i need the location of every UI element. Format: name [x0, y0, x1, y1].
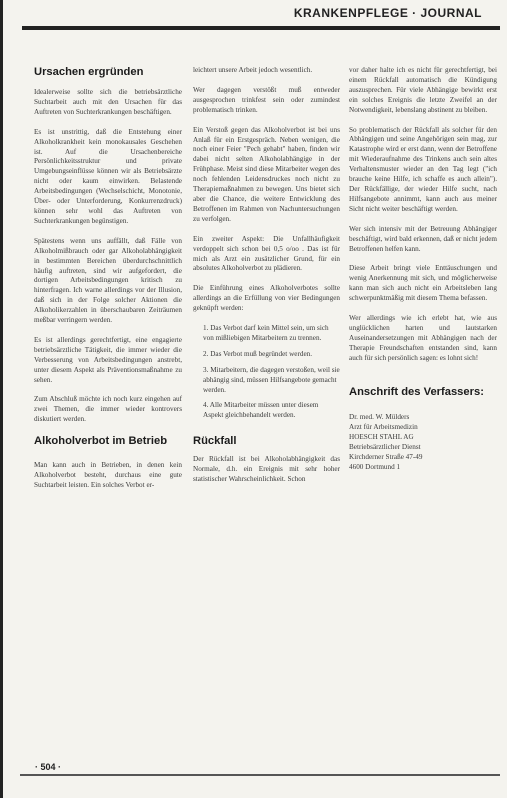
- left-margin-rule: [0, 0, 3, 798]
- heading-rueckfall: Rückfall: [193, 435, 237, 448]
- paragraph: So problematisch der Rückfall als solcher für den Abhängigen und seine Angehörigen sein mag, zur Katastrophe wird er erst dann, wenn der Betroffene mit Wiederaufnahme des Trinkens auch sein altes Verhaltensmuster wieder an den Tag legt ("ich brauche keine Hilfe, ich schaffe es auch allein"). Der Rückfällige, der wieder Hilfe sucht, nach Hilfsangebote annimmt, kann auch aus meiner Sicht nicht weiter beschäftigt werden.: [349, 125, 497, 213]
- paragraph: Die Einführung eines Alkoholverbotes sollte allerdings an die Erfüllung von vier Bedingungen geknüpft werden:: [193, 284, 340, 313]
- paragraph: Es ist unstrittig, daß die Entstehung einer Alkoholkrankheit kein monokausales Geschehen ist. Auf die Ursachenbereiche Persönlichkeitsstruktur und private Umgebungseinflüsse können wir als Betriebsärzte nicht oder kaum einwirken. Belastende Arbeitsbedingungen (Wechselschicht, Monotonie, Über- oder Unterforderung, Konkurrenzdruck) können sehr wohl das Auftreten von Suchterkrankungen begünstigen.: [34, 127, 182, 225]
- paragraph: Zum Abschluß möchte ich noch kurz eingehen auf zwei Themen, die immer wieder kontrovers diskutiert werden.: [34, 395, 182, 424]
- running-header: [22, 2, 500, 30]
- paragraph: Idealerweise sollte sich die betriebsärztliche Suchtarbeit auch mit den Ursachen für das Auftreten von Suchterkrankungen beschäftigen.: [34, 88, 182, 116]
- list-item: 1. Das Verbot darf kein Mittel sein, um sich von mißliebigen Mitarbeitern zu trennen.: [203, 324, 329, 342]
- paragraph: Wer sich intensiv mit der Betreuung Abhängiger beschäftigt, wird bald erkennen, daß er nicht jedem Betroffenen helfen kann.: [349, 224, 497, 253]
- address-line: HOESCH STAHL AG: [349, 432, 414, 441]
- heading-anschrift: Anschrift des Verfassers:: [349, 385, 484, 398]
- paragraph: Ein zweiter Aspekt: Die Unfallhäufigkeit verdoppelt sich schon bei 0,5 o/oo . Das ist für mich als Arzt ein zusätzlicher Grund, für ein absolutes Alkoholverbot zu plädieren.: [193, 234, 340, 273]
- page-number: · 504 ·: [32, 762, 64, 772]
- heading-alkoholverbot: Alkoholverbot im Betrieb: [34, 435, 168, 448]
- address-line: Kirchderner Straße 47-49: [349, 452, 423, 461]
- paragraph: Spätestens wenn uns auffällt, daß Fälle von Alkoholmißbrauch oder gar Alkoholabhängigkeit in bestimmten Bereichen überdurchschnittlich häufig auftreten, sind wir aufgefordert, die dortigen Arbeitsbedingungen kritisch zu hinterfragen. Ich warne allerdings vor der Illusion, daß sich in der Folge solcher Aktionen die Alkoholikerzahlen in überschaubaren Zeiträumen meßbar verringern werden.: [34, 236, 182, 325]
- author-address: [349, 412, 497, 472]
- list-item: 2. Das Verbot muß begründet werden.: [203, 349, 313, 358]
- column-2: [193, 66, 340, 495]
- paragraph: Wer dagegen verstößt muß entweder ausgesprochen trinkfest sein oder zumindest problematisch trinken.: [193, 85, 340, 114]
- journal-title: KRANKENPFLEGE · JOURNAL: [293, 6, 482, 20]
- paragraph: vor daher halte ich es nicht für gerechtfertigt, bei einem Rückfall automatisch die Kündigung auszusprechen. Für viele Abhängige bewirkt erst ein solches Ereignis die letzte Zweifel an der Notwendigkeit, lebenslang abstinent zu bleiben.: [349, 66, 497, 114]
- address-line: Dr. med. W. Mülders: [349, 412, 410, 421]
- paragraph: Wer allerdings wie ich erlebt hat, wie aus unglücklichen harten und lautstarken Auseinandersetzungen mit Abhängigen nach der Therapie Freundschaften entstanden sind, kann auch für sich persönlich sagen: es lohnt sich!: [349, 314, 497, 362]
- heading-ursachen: Ursachen ergründen: [34, 66, 144, 78]
- paragraph: leichtert unsere Arbeit jedoch wesentlich.: [193, 66, 313, 74]
- paragraph: Es ist allerdings gerechtfertigt, eine engagierte betriebsärztliche Tätigkeit, die immer wieder die Verbesserung von Arbeitsbedingungen anstrebt, unter diesem Aspekt als Präventionsmaßnahme zu sehen.: [34, 335, 182, 384]
- page-footer: [20, 764, 500, 776]
- paragraph: Man kann auch in Betrieben, in denen kein Alkoholverbot besteht, durchaus eine gute Suchtarbeit leisten. Ein solches Verbot er-: [34, 461, 182, 489]
- paragraph: Diese Arbeit bringt viele Enttäuschungen und wenig Anerkennung mit sich, und möglicherweise kann man sich auch nicht ein Arbeitsleben lang schwerpunktmäßig mit diesem Thema befassen.: [349, 264, 497, 303]
- address-line: Betriebsärztlicher Dienst: [349, 442, 421, 451]
- paragraph: Der Rückfall ist bei Alkoholabhängigkeit das Normale, d.h. ein Ereignis mit sehr hoher statistischer Wahrscheinlichkeit. Schon: [193, 455, 340, 484]
- list-item: 3. Mitarbeitern, die dagegen verstoßen, weil sie abhängig sind, müssen Hilfsangebote gemacht werden.: [203, 365, 340, 394]
- column-1: [34, 66, 182, 501]
- list-item: 4. Alle Mitarbeiter müssen unter diesem Aspekt gleichbehandelt werden.: [203, 401, 319, 420]
- address-line: Arzt für Arbeitsmedizin: [349, 422, 418, 431]
- column-3: [349, 66, 497, 472]
- conditions-list: [203, 324, 340, 421]
- address-line: 4600 Dortmund 1: [349, 462, 401, 471]
- paragraph: Ein Verstoß gegen das Alkoholverbot ist bei uns Anlaß für ein Erstgespräch. Neben wenigen, die noch einer Feier "Pech gehabt" haben, finden wir dabei nicht selten Alkoholabhängige in der Frühphase. Meist sind diese Mitarbeiter wegen des noch fehlenden Leidensdruckes noch nicht zu Therapiemaßnahmen zu bewegen. Uns bietet sich aber die Chance, die weitere Entwicklung des Betroffenen im Rahmen von Nachuntersuchungen zu verfolgen.: [193, 125, 340, 223]
